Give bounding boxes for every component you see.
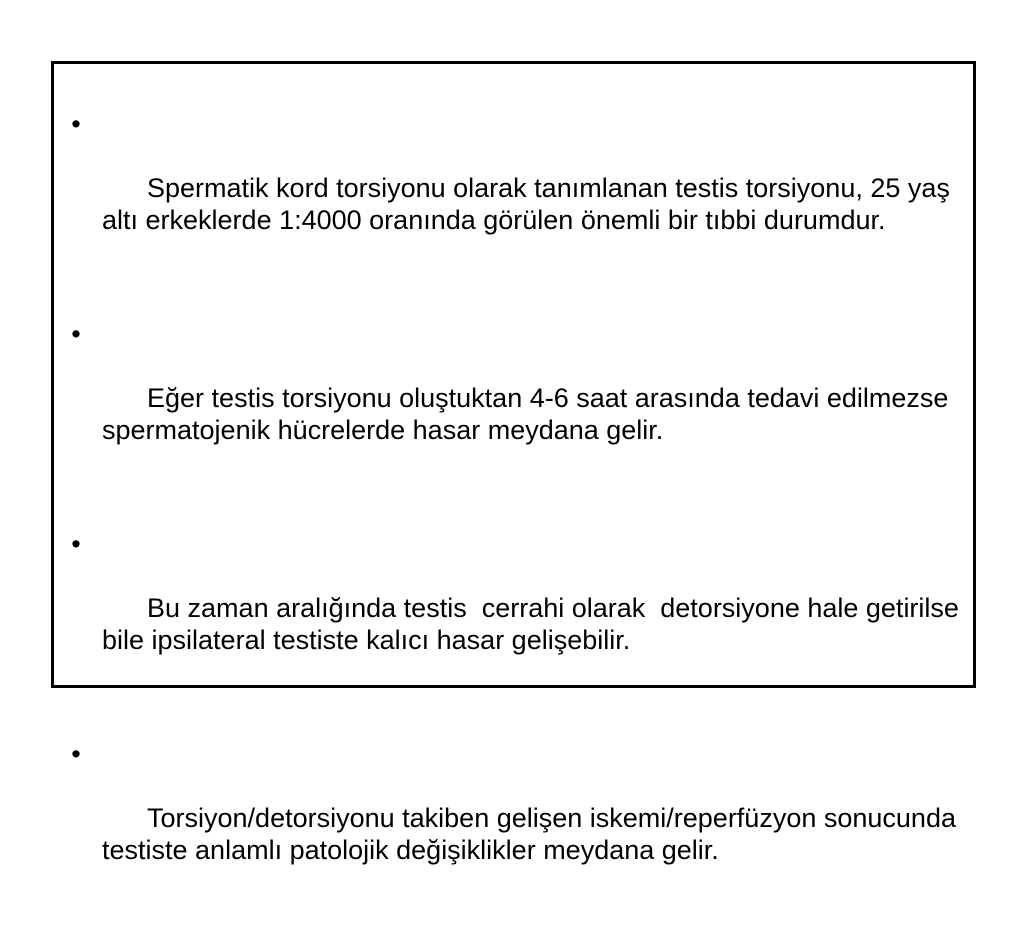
slide-frame xyxy=(51,61,976,865)
bullet-text: Eğer testis torsiyonu oluştuktan 4-6 saat arasında tedavi edilmezse spermatojenik hücrelerde hasar meydana gelir. xyxy=(102,383,956,445)
bullet-icon: • xyxy=(71,529,81,559)
bullet-item-permanent-damage xyxy=(54,528,973,688)
bullet-list xyxy=(54,108,973,948)
bullet-icon: • xyxy=(71,739,81,769)
bullet-text: Torsiyon/detorsiyonu takiben gelişen iskemi/reperfüzyon sonucunda testiste anlamlı patolojik değişiklikler meydana gelir. xyxy=(102,803,964,865)
bullet-text: Bu zaman aralığında testis cerrahi olarak detorsiyone hale getirilse bile ipsilateral testiste kalıcı hasar gelişebilir. xyxy=(102,593,967,655)
bullet-icon: • xyxy=(71,109,81,139)
bullet-item-ischemia-reperfusion xyxy=(54,738,973,898)
bullet-text: Spermatik kord torsiyonu olarak tanımlanan testis torsiyonu, 25 yaş altı erkeklerde 1:4000 oranında görülen önemli bir tıbbi durumdur. xyxy=(102,173,958,235)
bullet-item-treatment-window xyxy=(54,318,973,478)
bullet-item-torsion-definition xyxy=(54,108,973,268)
bullet-icon: • xyxy=(71,319,81,349)
